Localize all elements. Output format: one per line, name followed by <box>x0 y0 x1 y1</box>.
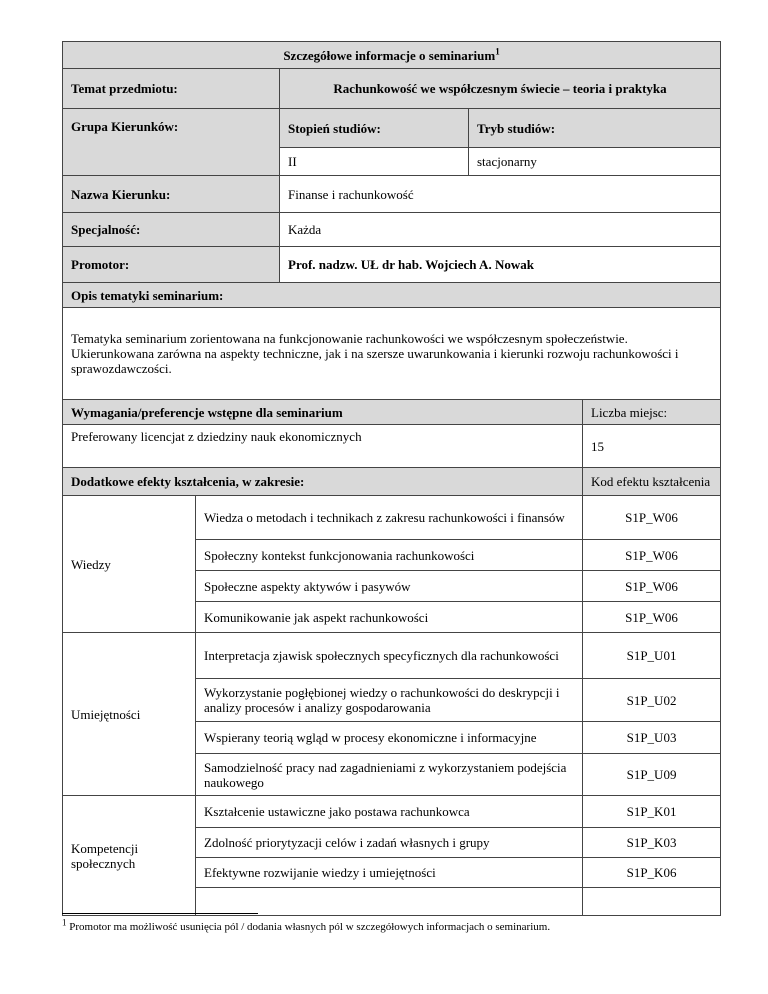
effect-text: Efektywne rozwijanie wiedzy i umiejętności <box>196 858 583 888</box>
tryb-value: stacjonarny <box>469 148 721 176</box>
seminar-info-table <box>62 41 721 916</box>
tryb-label: Tryb studiów: <box>469 109 721 148</box>
category-umiejetnosci: Umiejętności <box>63 633 196 796</box>
table-row <box>63 633 721 679</box>
footnote-number: 1 <box>62 917 67 928</box>
effect-code: S1P_U02 <box>583 679 721 722</box>
effect-code: S1P_U09 <box>583 754 721 796</box>
nazwa-value: Finanse i rachunkowość <box>280 176 721 213</box>
opis-text: Tematyka seminarium zorientowana na funkcjonowanie rachunkowości we współczesnym społeczeństwie. Ukierunkowana zarówna na aspekty techniczne, jak i na szersze uwarunkowania i kierunki rozwoju rachunkowości i sprawozdawczości. <box>63 308 721 400</box>
specjalnosc-value: Każda <box>280 213 721 247</box>
liczba-miejsc-value: 15 <box>583 425 721 468</box>
category-wiedzy: Wiedzy <box>63 496 196 633</box>
footnote <box>62 917 551 934</box>
effect-code: S1P_U01 <box>583 633 721 679</box>
efekty-label: Dodatkowe efekty kształcenia, w zakresie: <box>63 468 583 496</box>
effect-code: S1P_K06 <box>583 858 721 888</box>
effect-text: Interpretacja zjawisk społecznych specyficznych dla rachunkowości <box>196 633 583 679</box>
specjalnosc-label: Specjalność: <box>63 213 280 247</box>
promotor-value: Prof. nadzw. UŁ dr hab. Wojciech A. Nowak <box>280 247 721 283</box>
effect-text: Wykorzystanie pogłębionej wiedzy o rachunkowości do deskrypcji i analizy procesów i analizy gospodarowania <box>196 679 583 722</box>
effect-code: S1P_W06 <box>583 571 721 602</box>
table-row <box>63 496 721 540</box>
effect-text: Zdolność priorytyzacji celów i zadań własnych i grupy <box>196 828 583 858</box>
temat-value: Rachunkowość we współczesnym świecie – teoria i praktyka <box>280 69 721 109</box>
opis-label: Opis tematyki seminarium: <box>63 283 721 308</box>
table-row <box>63 796 721 828</box>
kod-efektu-label: Kod efektu kształcenia <box>583 468 721 496</box>
effect-code: S1P_W06 <box>583 496 721 540</box>
footnote-text: Promotor ma możliwość usunięcia pól / dodania własnych pól w szczegółowych informacjach o seminarium. <box>69 921 551 933</box>
wymagania-value: Preferowany licencjat z dziedziny nauk ekonomicznych <box>63 425 583 468</box>
effect-text: Samodzielność pracy nad zagadnieniami z wykorzystaniem podejścia naukowego <box>196 754 583 796</box>
table-title-text: Szczegółowe informacje o seminarium <box>283 47 496 63</box>
footnote-mark: 1 <box>495 46 500 57</box>
effect-text: Komunikowanie jak aspekt rachunkowości <box>196 602 583 633</box>
effect-text: Społeczne aspekty aktywów i pasywów <box>196 571 583 602</box>
stopien-value: II <box>280 148 469 176</box>
effect-code: S1P_U03 <box>583 722 721 754</box>
effect-code: S1P_W06 <box>583 602 721 633</box>
effect-text-empty <box>196 888 583 916</box>
wymagania-label: Wymagania/preferencje wstępne dla seminarium <box>63 400 583 425</box>
effect-code: S1P_K03 <box>583 828 721 858</box>
nazwa-label: Nazwa Kierunku: <box>63 176 280 213</box>
effect-code-empty <box>583 888 721 916</box>
temat-label: Temat przedmiotu: <box>63 69 280 109</box>
category-kompetencje: Kompetencji społecznych <box>63 796 196 916</box>
grupa-label: Grupa Kierunków: <box>63 109 280 176</box>
footnote-separator <box>62 913 258 914</box>
effect-text: Wspierany teorią wgląd w procesy ekonomiczne i informacyjne <box>196 722 583 754</box>
effect-code: S1P_K01 <box>583 796 721 828</box>
promotor-label: Promotor: <box>63 247 280 283</box>
stopien-label: Stopień studiów: <box>280 109 469 148</box>
effect-code: S1P_W06 <box>583 540 721 571</box>
liczba-miejsc-label: Liczba miejsc: <box>583 400 721 425</box>
effect-text: Wiedza o metodach i technikach z zakresu rachunkowości i finansów <box>196 496 583 540</box>
effect-text: Społeczny kontekst funkcjonowania rachunkowości <box>196 540 583 571</box>
table-title <box>63 42 721 69</box>
effect-text: Kształcenie ustawiczne jako postawa rachunkowca <box>196 796 583 828</box>
